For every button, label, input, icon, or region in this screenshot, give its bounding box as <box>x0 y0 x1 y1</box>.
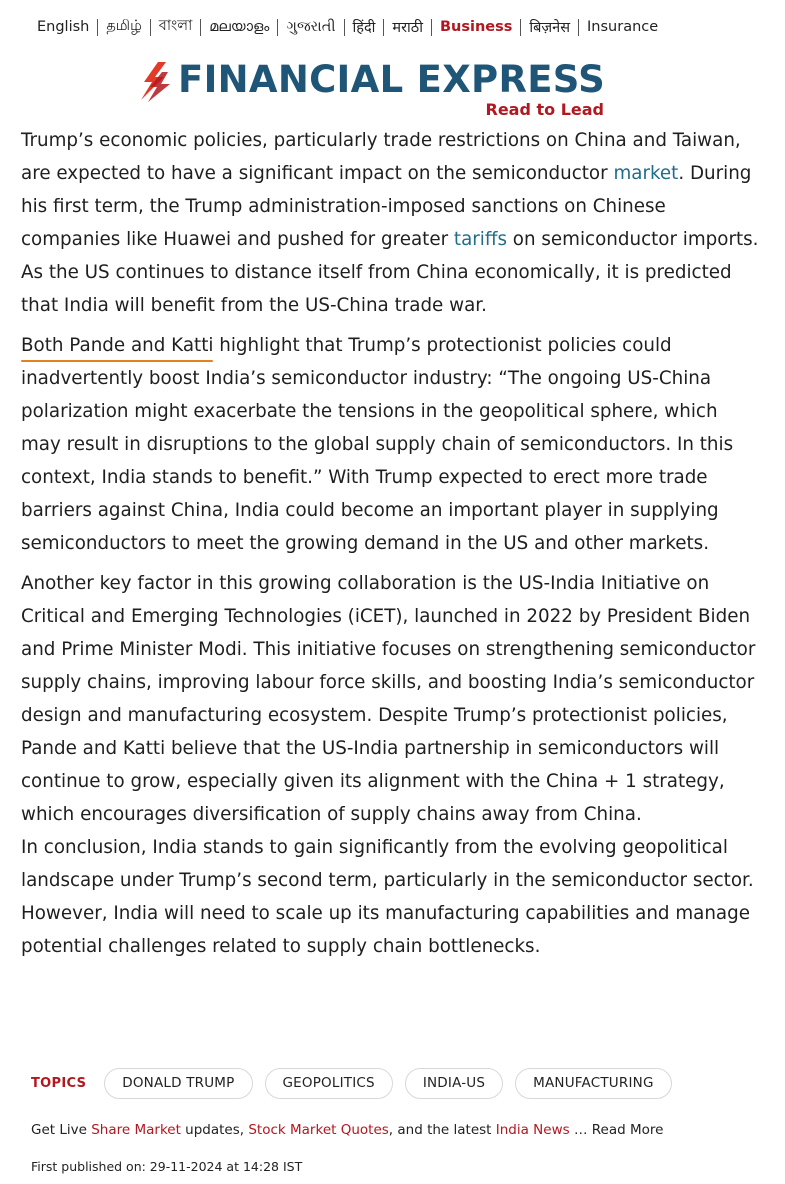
live-updates-line <box>31 1122 663 1138</box>
paragraph-text: Trump’s economic policies, particularly trade restrictions on China and Taiwan, are expected to have a significant impact on the semiconductor <box>21 130 741 184</box>
divider <box>431 19 432 36</box>
published-date: First published on: 29-11-2024 at 14:28 IST <box>31 1159 303 1174</box>
paragraph-text: . During his first term, the Trump administration-imposed sanctions on Chinese companies like Huawei and pushed for greater <box>21 163 752 250</box>
logo-tagline: Read to Lead <box>485 100 604 119</box>
divider <box>344 19 345 36</box>
lang-business-hindi[interactable]: बिज़नेस <box>529 20 571 36</box>
live-text: , and the latest <box>388 1122 496 1138</box>
paragraph-text: highlight that Trump’s protectionist policies could inadvertently boost India’s semiconductor industry: “The ongoing US-China polarization might exacerbate the tensions in the geopolitical sphere, which may result in disruptions to the global supply chain of semiconductors. In this context, India stands to benefit.” With Trump expected to erect more trade barriers against China, India could become an important player in supplying semiconductors to meet the growing demand in the US and other markets. <box>21 335 734 554</box>
paragraph <box>21 329 761 560</box>
lang-insurance[interactable]: Insurance <box>587 19 659 35</box>
lang-bangla[interactable]: বাংলা <box>158 18 193 34</box>
logo-wordmark: FINANCIAL EXPRESS <box>178 58 606 101</box>
paragraph-text: on semiconductor imports. As the US continues to distance itself from China economically, it is predicted that India will benefit from the US-China trade war. <box>21 229 759 316</box>
topic-tag-geopolitics[interactable]: GEOPOLITICS <box>265 1068 393 1099</box>
flame-logo-icon <box>138 62 172 102</box>
lang-business[interactable]: Business <box>439 19 513 35</box>
lang-gujarati[interactable]: ગુજરાતી <box>286 19 336 35</box>
divider <box>97 19 98 36</box>
lang-marathi[interactable]: मराठी <box>392 20 423 36</box>
topic-tag-donald-trump[interactable]: DONALD TRUMP <box>104 1068 252 1099</box>
divider <box>277 19 278 36</box>
divider <box>383 19 384 36</box>
stock-market-quotes-link[interactable]: Stock Market Quotes <box>248 1122 389 1138</box>
language-bar <box>37 16 658 38</box>
lang-hindi[interactable]: हिंदी <box>352 20 376 36</box>
india-news-link[interactable]: India News <box>495 1122 570 1138</box>
highlight-label: Both Pande and Katti <box>21 335 214 356</box>
topic-tag-manufacturing[interactable]: MANUFACTURING <box>515 1068 671 1099</box>
lang-english[interactable]: English <box>37 19 90 35</box>
topic-tag-india-us[interactable]: INDIA-US <box>405 1068 503 1099</box>
paragraph: In conclusion, India stands to gain significantly from the evolving geopolitical landscape under Trump’s second term, particularly in the semiconductor sector. However, India will need to scale up its manufacturing capabilities and manage potential challenges related to supply chain bottlenecks. <box>21 837 754 957</box>
tariffs-link[interactable]: tariffs <box>453 229 507 250</box>
article-body <box>21 124 761 970</box>
lang-tamil[interactable]: தமிழ் <box>106 18 142 34</box>
divider <box>520 19 521 36</box>
divider <box>578 19 579 36</box>
divider <box>150 19 151 36</box>
site-logo[interactable] <box>138 58 608 120</box>
live-text: Get Live <box>31 1122 92 1138</box>
lang-malayalam[interactable]: മലയാളം <box>209 19 270 35</box>
live-text: updates, <box>180 1122 249 1138</box>
paragraph <box>21 124 761 322</box>
divider <box>200 19 201 36</box>
topics-bar <box>22 1068 684 1099</box>
highlighted-text <box>21 335 213 356</box>
highlight-underline <box>21 360 213 362</box>
topics-label: TOPICS <box>31 1076 87 1091</box>
share-market-link[interactable]: Share Market <box>91 1122 181 1138</box>
paragraph: Another key factor in this growing collaboration is the US-India Initiative on Critical and Emerging Technologies (iCET), launched in 2022 by President Biden and Prime Minister Modi. This initiative focuses on strengthening semiconductor supply chains, improving labour force skills, and boosting India’s semiconductor design and manufacturing ecosystem. Despite Trump’s protectionist policies, Pande and Katti believe that the US-India partnership in semiconductors will continue to grow, especially given its alignment with the China + 1 strategy, which encourages diversification of supply chains away from China. <box>21 573 756 825</box>
market-link[interactable]: market <box>613 163 679 184</box>
read-more-link[interactable]: … Read More <box>569 1122 664 1138</box>
